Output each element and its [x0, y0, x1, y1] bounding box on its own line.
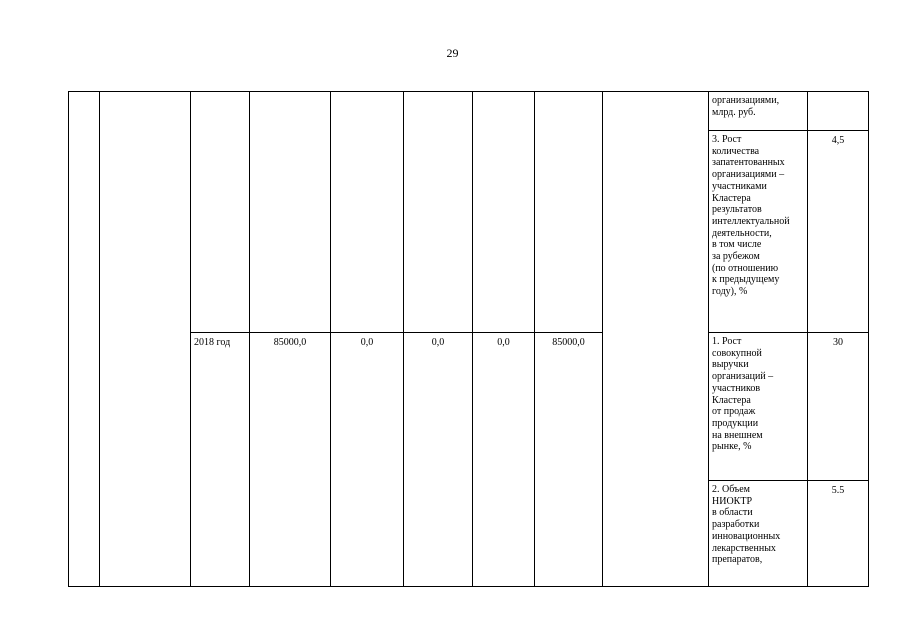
indicator-cell [709, 481, 808, 587]
total-cell-empty [250, 92, 331, 333]
col-name-cell [100, 92, 191, 587]
indicator-value-cell [808, 92, 869, 131]
indicator-line: препаратов, [712, 554, 763, 566]
indicator-line: участников [712, 382, 761, 394]
indicator-cell [709, 131, 808, 333]
indicator-line: совокупной [712, 347, 762, 359]
indicator-line: продукции [712, 417, 759, 429]
indicator-line: организациями – [712, 169, 785, 181]
indicator-line: к предыдущему [712, 274, 780, 286]
year-cell-empty [191, 92, 250, 333]
table-row [69, 92, 869, 131]
amount-cell-empty [404, 92, 473, 333]
amount-cell-empty [535, 92, 603, 333]
amount-cell: 0,0 [473, 333, 535, 587]
indicator-value-cell: 4,5 [808, 131, 869, 333]
col-number-cell [69, 92, 100, 587]
indicator-line: в области [712, 507, 753, 519]
indicator-line: в том числе [712, 239, 762, 251]
indicator-line: запатентованных [712, 157, 785, 169]
indicator-line: разработки [712, 519, 760, 531]
indicator-line: лекарственных [712, 542, 776, 554]
indicator-line: количества [712, 145, 760, 157]
indicator-value-cell: 30 [808, 333, 869, 481]
amount-cell: 0,0 [404, 333, 473, 587]
indicator-line: 1. Рост [712, 336, 742, 347]
indicator-line: выручки [712, 359, 749, 371]
indicator-line: 3. Рост [712, 134, 742, 145]
amount-cell: 85000,0 [535, 333, 603, 587]
indicator-line: деятельности, [712, 227, 772, 239]
year-cell: 2018 год [191, 333, 250, 587]
indicator-line: на внешнем [712, 429, 763, 441]
total-amount-cell: 85000,0 [250, 333, 331, 587]
indicator-line: рынке, % [712, 441, 752, 453]
indicator-line: организациями, [712, 95, 780, 106]
indicator-line: Кластера [712, 394, 751, 406]
indicator-line: 2. Объем [712, 484, 750, 495]
amount-cell-empty [473, 92, 535, 333]
amount-cell: 0,0 [331, 333, 404, 587]
indicator-line: организаций – [712, 371, 774, 383]
indicator-cell [709, 92, 808, 131]
page-number: 29 [446, 46, 459, 60]
indicator-line: от продаж [712, 406, 756, 418]
amount-cell-empty [331, 92, 404, 333]
funding-table [68, 91, 869, 587]
indicator-line: за рубежом [712, 251, 760, 263]
indicator-line: году), % [712, 286, 748, 298]
indicator-line: интеллектуальной [712, 215, 790, 227]
executor-cell [603, 92, 709, 587]
indicator-line: (по отношению [712, 262, 779, 274]
indicator-line: НИОКТР [712, 495, 753, 507]
indicator-line: млрд. руб. [712, 106, 756, 118]
indicator-line: инновационных [712, 530, 781, 542]
indicator-line: участниками [712, 180, 767, 192]
indicator-line: результатов [712, 204, 762, 216]
indicator-value-cell: 5.5 [808, 481, 869, 587]
indicator-cell [709, 333, 808, 481]
indicator-line: Кластера [712, 192, 751, 204]
